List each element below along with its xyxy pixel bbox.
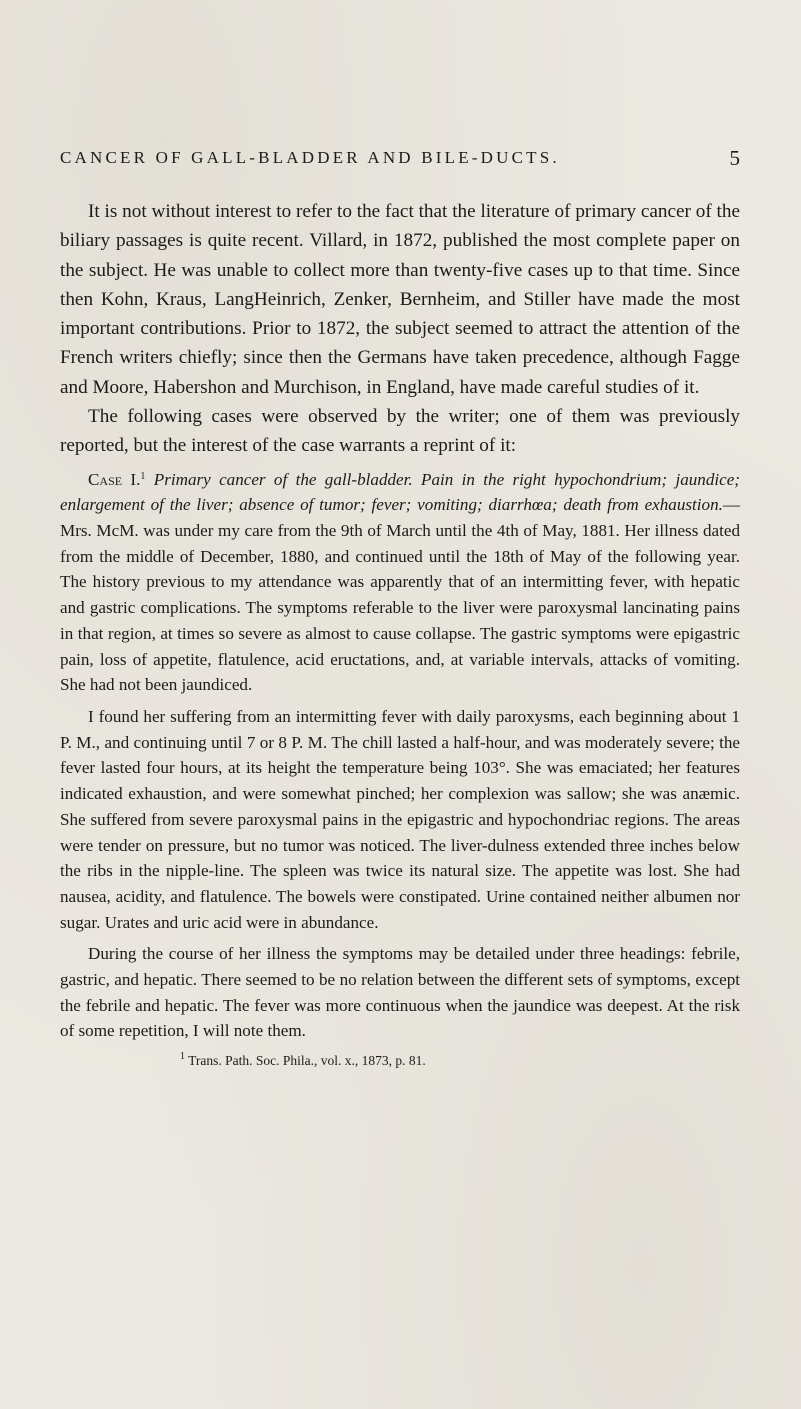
footnote [60,1052,740,1070]
case-title: Primary cancer of the gall-bladder. Pain in the right hypochondrium; jaundice; enlargement of the liver; absence of tumor; fever; vomiting; diarrhœa; death from exhaustion. [60,469,740,515]
case-findings-paragraph: I found her suffering from an intermitting fever with daily paroxysms, each beginning about 1 P. M., and continuing until 7 or 8 P. M. The chill lasted a half-hour, and was moderately severe; the fever lasted four hours, at its height the temperature being 103°. She was emaciated; her features indicated exhaustion, and were somewhat pinched; her complexion was sallow; she was anæmic. She suffered from severe paroxysmal pains in the epigastric and hypochondriac regions. The areas were tender on pressure, but no tumor was noticed. The liver-dulness extended three inches below the ribs in the nipple-line. The spleen was twice its natural size. The appetite was lost. She had nausea, acidity, and flatulence. The bowels were constipated. Urine contained neither albumen nor sugar. Urates and uric acid were in abundance. [60,707,740,932]
cases-intro-paragraph: The following cases were observed by the writer; one of them was previously reported, but the interest of the case warrants a reprint of it: [60,406,740,457]
footnote-reference: 1 [140,470,146,482]
intro-paragraph: It is not without interest to refer to the fact that the literature of primary cancer of the biliary passages is quite recent. Villard, in 1872, published the most complete paper on the subject. He was unable to collect more than twenty-five cases up to that time. Since then Kohn, Kraus, LangHeinrich, Zenker, Bernheim, and Stiller have made the most important contributions. Prior to 1872, the subject seemed to attract the attention of the French writers chiefly; since then the Germans have taken precedence, although Fagge and Moore, Habershon and Murchison, in England, have made careful studies of it. [60,201,740,398]
case-body: —Mrs. McM. was under my care from the 9th of March until the 4th of May, 1881. Her illness dated from the middle of December, 1880, and continued until the 18th of May of the following year. The history previous to my attendance was apparently that of an intermitting fever, with hepatic and gastric complications. The symptoms referable to the liver were paroxysmal lancinating pains in that region, at times so severe as almost to cause collapse. The gastric symptoms were epigastric pain, loss of appetite, flatulence, acid eructations, and, at variable intervals, attacks of vomiting. She had not been jaundiced. [60,495,740,695]
running-title: CANCER OF GALL-BLADDER AND BILE-DUCTS. [60,148,560,167]
case-label: Case I. [88,469,141,489]
case-one-paragraph [60,467,740,698]
page-number: 5 [729,146,740,170]
case-symptoms-paragraph: During the course of her illness the symptoms may be detailed under three headings: febrile, gastric, and hepatic. There seemed to be no relation between the different sets of symptoms, except the febrile and hepatic. The fever was more continuous when the jaundice was deepest. At the risk of some repetition, I will note them. [60,944,740,1041]
footnote-marker: 1 [180,1051,185,1063]
running-head [60,148,740,172]
body-text [60,197,740,1070]
footnote-text: Trans. Path. Soc. Phila., vol. x., 1873, p. 81. [188,1053,426,1069]
